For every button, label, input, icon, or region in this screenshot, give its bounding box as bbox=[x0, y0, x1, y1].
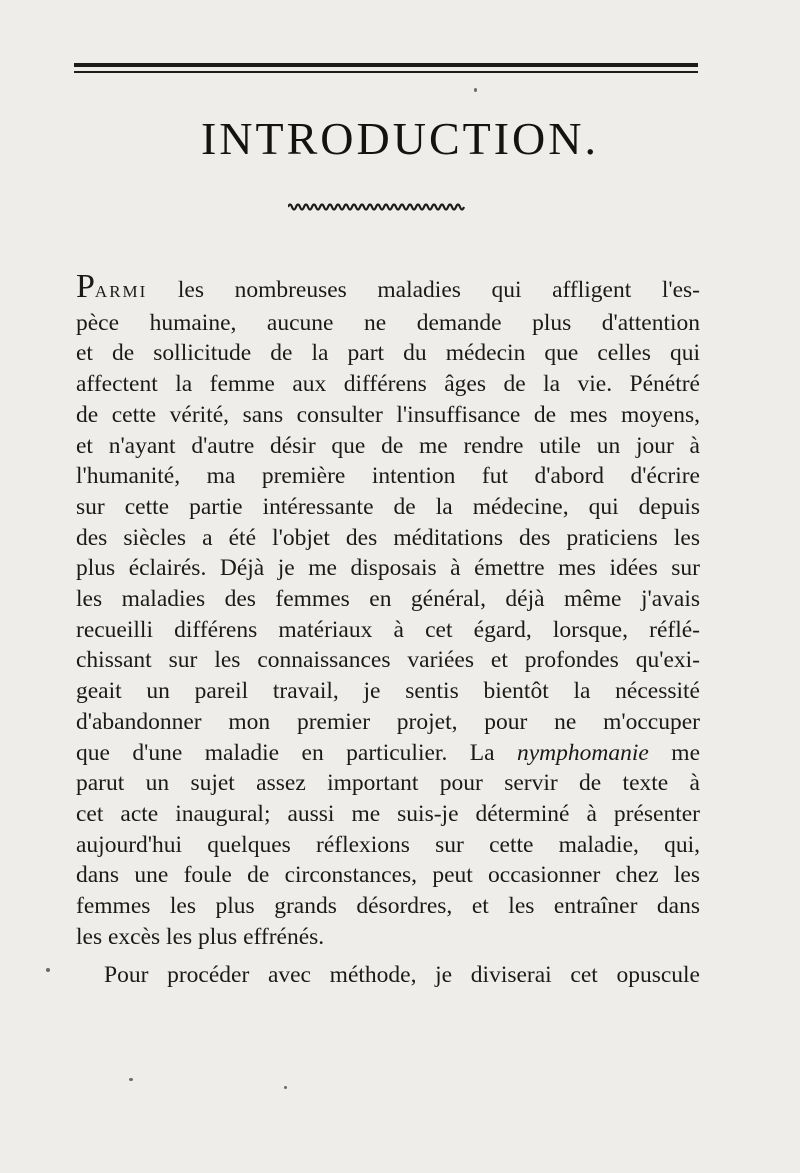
text-line-23: Pour procéder avec méthode, je diviserai cet opuscule bbox=[104, 962, 700, 989]
paper-speck bbox=[474, 88, 477, 92]
text-line-20: dans une foule de circonstances, peut occasionner chez les bbox=[76, 862, 700, 889]
header-rule-thin bbox=[74, 71, 698, 73]
text-line-21: femmes les plus grands désordres, et les entraîner dans bbox=[76, 893, 700, 920]
text-line-22: les excès les plus effrénés. bbox=[76, 923, 325, 950]
italic-term: nymphomanie bbox=[517, 739, 649, 766]
body-text bbox=[76, 268, 700, 991]
text-line-4: affectent la femme aux différens âges de la vie. Pénétré bbox=[76, 371, 700, 398]
paragraph-2 bbox=[76, 960, 700, 991]
text-line-15: d'abandonner mon premier projet, pour ne m'occuper bbox=[76, 708, 700, 735]
text-line-2: pèce humaine, aucune ne demande plus d'attention bbox=[76, 309, 700, 336]
text-line-14: geait un pareil travail, je sentis bientôt la nécessité bbox=[76, 678, 700, 705]
text-line-8: sur cette partie intéressante de la médecine, qui depuis bbox=[76, 493, 700, 520]
text-line-17: parut un sujet assez important pour servir de texte à bbox=[76, 770, 700, 797]
chapter-title: INTRODUCTION. bbox=[200, 113, 599, 164]
paragraph-1 bbox=[76, 268, 700, 952]
text-line-11: les maladies des femmes en général, déjà même j'avais bbox=[76, 586, 700, 613]
text-line-18: cet acte inaugural; aussi me suis-je déterminé à présenter bbox=[76, 800, 700, 827]
text-line-5: de cette vérité, sans consulter l'insuffisance de mes moyens, bbox=[76, 401, 700, 428]
header-rule-thick bbox=[74, 63, 698, 67]
drop-cap: P bbox=[76, 268, 95, 305]
text-line-19: aujourd'hui quelques réflexions sur cette maladie, qui, bbox=[76, 831, 700, 858]
text-line-3: et de sollicitude de la part du médecin que celles qui bbox=[76, 340, 700, 367]
text-line-9: des siècles a été l'objet des méditations des praticiens les bbox=[76, 524, 700, 551]
text-line-1: PARMI les nombreuses maladies qui affligent l'es- bbox=[76, 268, 700, 305]
text-line-12: recueilli différens matériaux à cet égard, lorsque, réflé- bbox=[76, 616, 700, 643]
ornament-divider bbox=[288, 200, 466, 214]
small-caps-word: ARMI bbox=[94, 282, 148, 301]
paper-speck bbox=[46, 968, 50, 972]
text-line-6: et n'ayant d'autre désir que de me rendre utile un jour à bbox=[76, 432, 700, 459]
text-line-13: chissant sur les connaissances variées et profondes qu'exi- bbox=[76, 647, 700, 674]
text-line-10: plus éclairés. Déjà je me disposais à émettre mes idées sur bbox=[76, 555, 700, 582]
paper-speck bbox=[284, 1086, 287, 1089]
paper-speck bbox=[129, 1078, 133, 1081]
text-line-7: l'humanité, ma première intention fut d'abord d'écrire bbox=[76, 463, 700, 490]
text-line-16: que d'une maladie en particulier. La nymphomanie me bbox=[76, 739, 700, 766]
